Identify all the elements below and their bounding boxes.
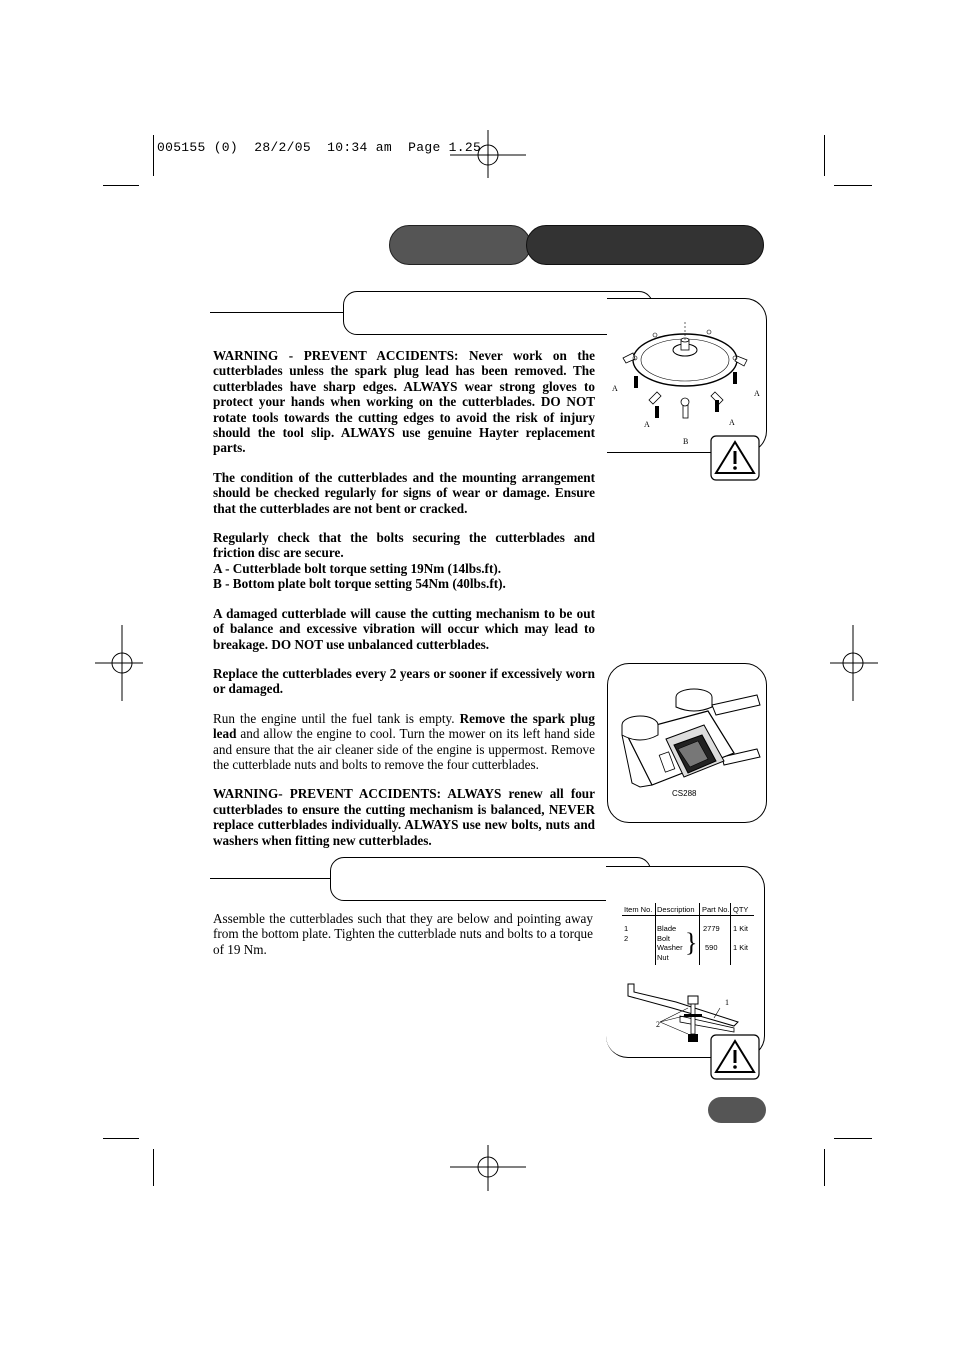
table-cell: 2779 [703,924,720,933]
figure-label-a: A [644,420,650,429]
table-cell: 1 [624,924,629,933]
table-cell: Bolt [657,934,670,943]
crop-mark [153,1149,154,1186]
table-cell: Nut [657,953,669,962]
cutterblade-disc-diagram [605,320,765,450]
crop-mark [103,1138,139,1139]
brace-symbol: } [685,928,698,957]
warning-triangle-icon [710,1034,760,1080]
header-tab-left [389,225,531,265]
table-header: QTY [733,905,749,914]
table-cell: 1 Kit [733,943,749,952]
registration-mark-top [450,130,530,180]
header-tab-right [526,225,764,265]
figure-label-b: B [683,437,689,446]
warning-paragraph: WARNING - PREVENT ACCIDENTS: Never work on the cutterblades unless the spark plug lead has been removed. The cutterblades have sharp edges. ALWAYS wear strong gloves to protect your hands when working on the cutterblades. DO NOT rotate tools towards the cutting edges to avoid the risk of injury should the tool slip. ALWAYS use genuine Hayter replacement parts. [213,348,595,456]
registration-mark-bottom [450,1145,530,1195]
section-rule [210,312,345,313]
parts-table [622,903,754,965]
figure-label-1: 1 [725,998,729,1007]
registration-mark-right [830,625,880,703]
registration-mark-left [95,625,145,703]
figure-label-a: A [754,389,760,398]
replace-blades-paragraph: Replace the cutterblades every 2 years or sooner if excessively worn or damaged. [213,665,595,697]
table-cell: 1 Kit [733,924,749,933]
table-cell: Blade [657,924,677,933]
table-cell: 2 [624,934,629,943]
figure-caption: CS288 [672,789,697,798]
crop-mark [834,185,872,186]
crop-mark [103,185,139,186]
torque-setting-b: B - Bottom plate bolt torque setting 54Nm (40lbs.ft). [213,576,506,592]
crop-mark [824,1149,825,1186]
condition-paragraph: The condition of the cutterblades and the mounting arrangement should be checked regularly for signs of wear or damage. Ensure that the cutterblades are not bent or cracked. [213,469,595,516]
table-cell: Washer [657,943,683,952]
assemble-text-block [213,911,593,957]
run-engine-paragraph: Run the engine until the fuel tank is empty. Remove the spark plug lead and allow the engine to cool. Turn the mower on its left hand side and ensure that the air cleaner side of the engine is uppermost. Remove the cutterblade nuts and bolts to remove the four cutterblades. [213,710,595,772]
crop-mark [153,135,154,176]
assemble-paragraph: Assemble the cutterblades such that they are below and pointing away from the bottom plate. Tighten the cutterblade nuts and bolts to a torque of 19 Nm. [213,911,593,957]
table-cell: 590 [705,943,718,952]
table-header: Item No. [624,905,653,914]
print-slug: 005155 (0) 28/2/05 10:34 am Page 1.25 [157,140,482,155]
section-heading-box-2 [330,857,651,901]
table-header: Part No. [702,905,730,914]
figure-label-a: A [729,418,735,427]
torque-setting-a: A - Cutterblade bolt torque setting 19Nm (14lbs.ft). [213,560,502,576]
bolts-paragraph: Regularly check that the bolts securing the cutterblades and friction disc are secure. [213,530,595,561]
damaged-blade-paragraph: A damaged cutterblade will cause the cutting mechanism to be out of balance and excessive vibration will occur which may lead to breakage. DO NOT use unbalanced cutterblades. [213,605,595,652]
mower-on-side-diagram [612,675,762,800]
figure-label-2: 2 [656,1020,660,1029]
crop-mark [834,1138,872,1139]
crop-mark [824,135,825,176]
table-header: Description [657,905,695,914]
warning-triangle-icon [710,435,760,481]
renew-blades-warning: WARNING- PREVENT ACCIDENTS: ALWAYS renew all four cutterblades to ensure the cutting mechanism is balanced, NEVER replace cutterblades individually. ALWAYS use new bolts, nuts and washers when fitting new cutterblades. [213,786,595,848]
section-rule [210,878,332,879]
figure-label-a: A [612,384,618,393]
page-number-tab [708,1097,766,1123]
main-text-column [213,348,595,848]
